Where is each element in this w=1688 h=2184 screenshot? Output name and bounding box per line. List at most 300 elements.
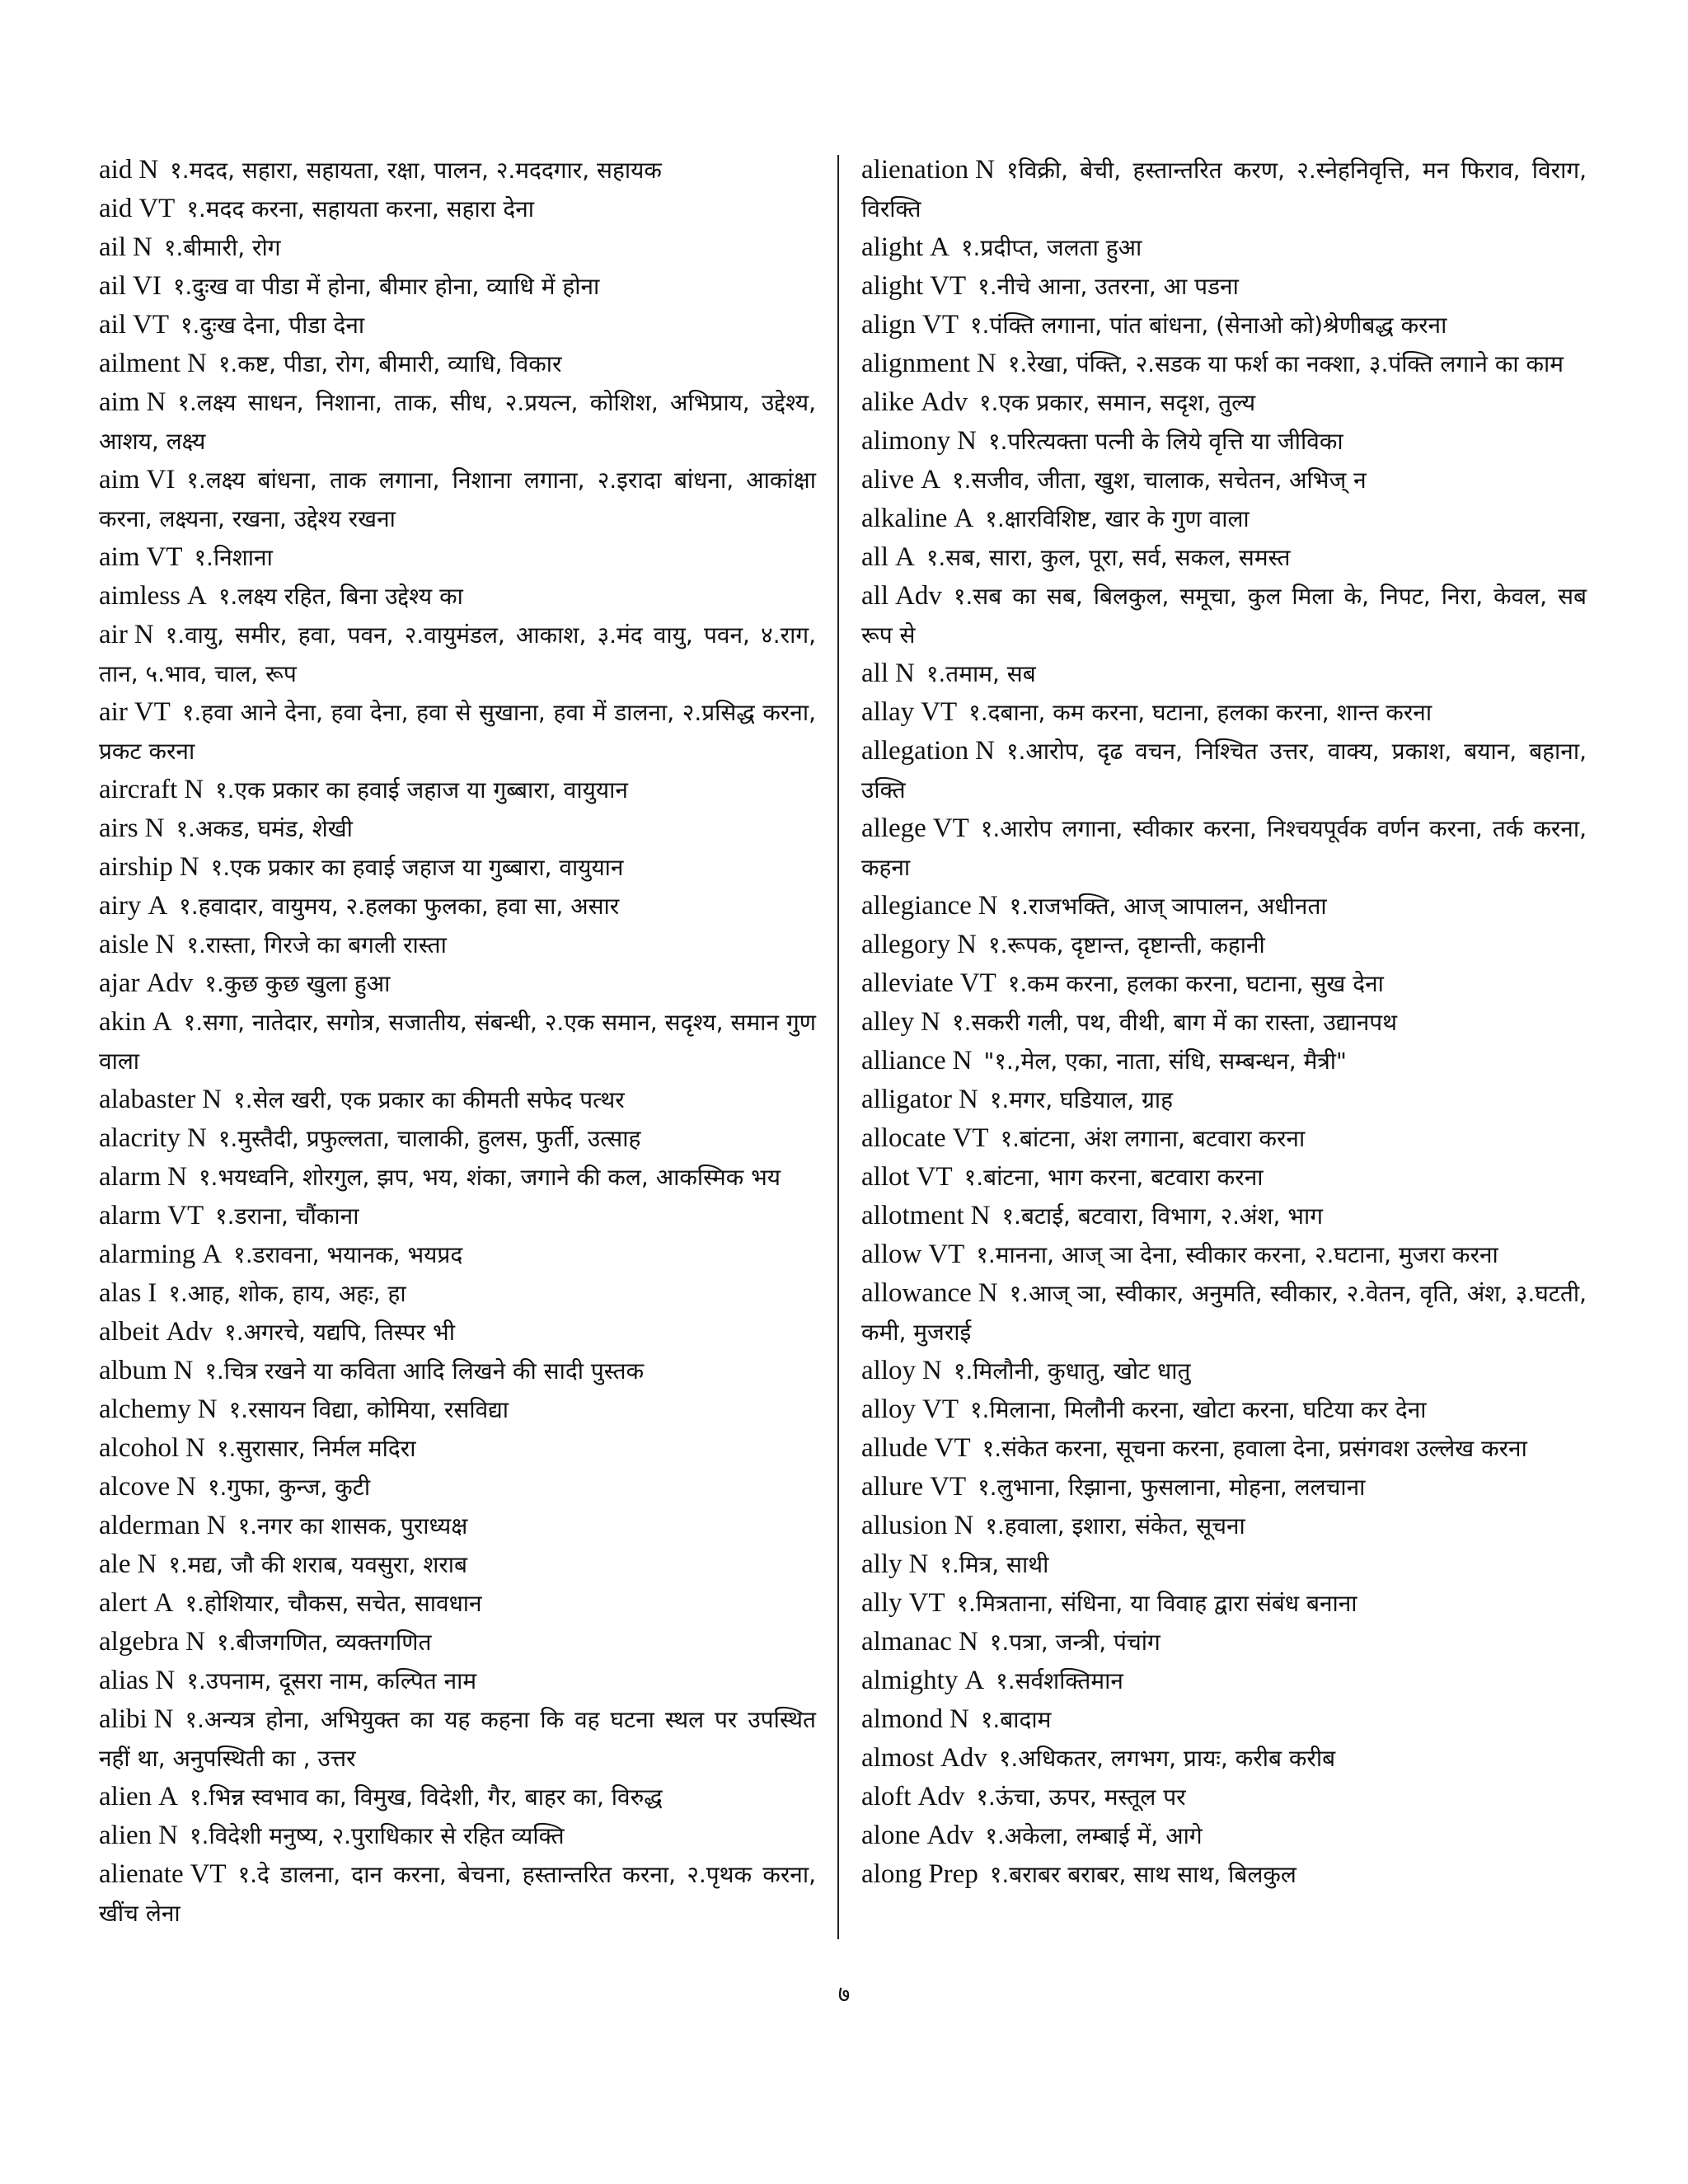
entry-definition: १.बीमारी, रोग <box>163 234 281 261</box>
entry-definition: १.दुःख देना, पीडा देना <box>180 312 365 339</box>
entry-headword: alert <box>99 1588 148 1618</box>
dictionary-entry <box>99 1545 816 1584</box>
entry-headword: alike <box>861 387 915 417</box>
entry-definition: १.नगर का शासक, पुराध्यक्ष <box>237 1512 468 1540</box>
entry-headword: allegiance <box>861 891 972 921</box>
entry-definition: १.बांटना, अंश लगाना, बटवारा करना <box>1000 1125 1306 1152</box>
entry-part-of-speech: N <box>144 813 165 843</box>
entry-headword: all <box>861 581 889 611</box>
entry-part-of-speech: N <box>134 620 154 649</box>
entry-definition: १.मगर, घडियाल, ग्राह <box>989 1086 1174 1113</box>
dictionary-entry <box>99 306 816 344</box>
entry-part-of-speech: Prep <box>928 1859 978 1889</box>
entry-headword: ajar <box>99 968 140 998</box>
entry-definition: १.मुस्तैदी, प्रफुल्लता, चालाकी, हुलस, फुर्ती, उत्साह <box>218 1125 641 1152</box>
entry-part-of-speech: N <box>952 1046 973 1076</box>
entry-headword: alley <box>861 1007 915 1037</box>
entry-headword: airs <box>99 813 138 843</box>
entry-headword: alloy <box>861 1356 916 1385</box>
dictionary-entry <box>861 344 1587 383</box>
entry-headword: alcove <box>99 1472 171 1502</box>
dictionary-entry <box>861 1042 1587 1080</box>
dictionary-entry <box>99 1584 816 1623</box>
entry-part-of-speech: N <box>146 387 166 417</box>
entry-definition: १.चित्र रखने या कविता आदि लिखने की सादी पुस्तक <box>204 1357 645 1385</box>
entry-part-of-speech: N <box>186 1123 207 1153</box>
dictionary-entry <box>861 383 1587 422</box>
entry-definition: १.डराना, चौंकाना <box>215 1202 359 1230</box>
dictionary-entry <box>99 1661 816 1700</box>
entry-definition: १.मदद करना, सहायता करना, सहारा देना <box>186 195 534 223</box>
entry-definition: १.रास्ता, गिरजे का बगली रास्ता <box>186 931 447 958</box>
entry-part-of-speech: A <box>186 581 207 611</box>
entry-part-of-speech: N <box>179 852 199 882</box>
dictionary-entry <box>861 1003 1587 1042</box>
entry-headword: alight <box>861 271 924 301</box>
entry-part-of-speech: VT <box>134 697 171 727</box>
entry-part-of-speech: A <box>964 1666 985 1695</box>
entry-headword: allegation <box>861 736 969 766</box>
entry-part-of-speech: N <box>186 349 207 378</box>
left-column <box>99 151 816 1933</box>
entry-definition: १.नीचे आना, उतरना, आ पडना <box>978 273 1239 300</box>
dictionary-entry <box>861 1584 1587 1623</box>
entry-definition: १.हवाला, इशारा, संकेत, सूचना <box>985 1512 1245 1540</box>
entry-headword: almanac <box>861 1627 952 1657</box>
entry-part-of-speech: VT <box>138 194 176 223</box>
entry-headword: alone <box>861 1821 921 1850</box>
entry-headword: ailment <box>99 349 181 378</box>
entry-part-of-speech: VT <box>921 310 959 340</box>
entry-headword: ale <box>99 1549 131 1579</box>
entry-part-of-speech: N <box>153 1704 174 1734</box>
dictionary-entry <box>99 228 816 267</box>
dictionary-entry <box>861 1739 1587 1778</box>
entry-headword: all <box>861 542 889 572</box>
entry-definition: १.रसायन विद्या, कोमिया, रसविद्या <box>228 1396 509 1423</box>
dictionary-entry <box>861 1507 1587 1545</box>
dictionary-entry <box>861 1158 1587 1197</box>
dictionary-entry <box>99 1313 816 1352</box>
entry-headword: alight <box>861 232 924 262</box>
entry-headword: align <box>861 310 916 340</box>
dictionary-entry <box>99 1507 816 1545</box>
dictionary-entry <box>99 538 816 577</box>
entry-headword: aircraft <box>99 775 178 804</box>
entry-part-of-speech: Adv <box>926 1821 974 1850</box>
dictionary-entry <box>99 1080 816 1119</box>
entry-headword: alcohol <box>99 1433 180 1463</box>
entry-headword: ail <box>99 232 126 262</box>
entry-definition: १.भयध्वनि, शोरगुल, झप, भय, शंका, जगाने की कल, आकस्मिक भय <box>198 1164 781 1191</box>
entry-headword: alligator <box>861 1085 952 1114</box>
entry-definition: १.लक्ष्य साधन, निशाना, ताक, सीध, २.प्रयत्न, कोशिश, अभिप्राय, उद्देश्य, आशय, लक्ष्य <box>99 389 816 455</box>
entry-part-of-speech: VT <box>952 1123 989 1153</box>
dictionary-entry <box>861 964 1587 1003</box>
entry-part-of-speech: N <box>155 1666 176 1695</box>
entry-part-of-speech: VT <box>916 1162 953 1192</box>
entry-headword: alienation <box>861 155 969 185</box>
dictionary-entry <box>861 1080 1587 1119</box>
entry-headword: aimless <box>99 581 181 611</box>
entry-part-of-speech: N <box>958 1627 978 1657</box>
entry-definition: १.हवादार, वायुमय, २.हलका फुलका, हवा सा, असार <box>179 893 620 920</box>
entry-part-of-speech: N <box>949 1704 969 1734</box>
entry-part-of-speech: VI <box>132 271 162 301</box>
dictionary-entry <box>861 693 1587 732</box>
entry-part-of-speech: N <box>197 1394 218 1424</box>
entry-definition: १.पत्रा, जन्त्री, पंचांग <box>989 1629 1160 1656</box>
page-number: ७ <box>837 1980 851 2008</box>
entry-headword: alias <box>99 1666 149 1695</box>
entry-definition: १.ऊंचा, ऊपर, मस्तूल पर <box>976 1783 1186 1811</box>
entry-definition: १.मानना, आज् ञा देना, स्वीकार करना, २.घटाना, मुजरा करना <box>976 1241 1498 1268</box>
dictionary-entry <box>861 1623 1587 1661</box>
dictionary-entry <box>861 577 1587 654</box>
entry-definition: १.मद्य, जौ की शराब, यवसुरा, शराब <box>168 1551 468 1578</box>
entry-definition: १.भिन्न स्वभाव का, विमुख, विदेशी, गैर, बाहर का, विरुद्ध <box>189 1783 663 1811</box>
entry-headword: alabaster <box>99 1085 196 1114</box>
entry-headword: alarm <box>99 1201 162 1230</box>
entry-headword: alibi <box>99 1704 148 1734</box>
entry-definition: १.सब का सब, बिलकुल, समूचा, कुल मिला के, निपट, निरा, केवल, सब रूप से <box>861 583 1587 649</box>
entry-part-of-speech: Adv <box>917 1782 965 1811</box>
entry-definition: १.विदेशी मनुष्य, २.पुराधिकार से रहित व्यक्ति <box>189 1822 565 1849</box>
dictionary-entry <box>99 926 816 964</box>
entry-part-of-speech: A <box>152 1007 172 1037</box>
entry-headword: allure <box>861 1472 924 1502</box>
entry-headword: alienate <box>99 1859 184 1889</box>
entry-part-of-speech: N <box>155 930 176 959</box>
dictionary-entry <box>861 887 1587 926</box>
entry-headword: aid <box>99 194 133 223</box>
entry-part-of-speech: VT <box>928 1240 965 1269</box>
entry-definition: १विक्री, बेची, हस्तान्तरित करण, २.स्नेहनिवृत्ति, मन फिराव, विराग, विरक्ति <box>861 157 1587 223</box>
dictionary-entry <box>861 461 1587 499</box>
entry-part-of-speech: N <box>138 155 159 185</box>
entry-part-of-speech: A <box>930 232 950 262</box>
entry-definition: १.अधिकतर, लगभग, प्रायः, करीब करीब <box>998 1745 1336 1772</box>
entry-part-of-speech: N <box>957 426 977 456</box>
dictionary-entry <box>861 1235 1587 1274</box>
dictionary-entry <box>99 887 816 926</box>
entry-part-of-speech: N <box>957 930 977 959</box>
dictionary-entry <box>99 383 816 461</box>
entry-part-of-speech: N <box>184 775 204 804</box>
entry-headword: allusion <box>861 1511 948 1540</box>
entry-part-of-speech: Adv <box>166 1317 213 1347</box>
entry-headword: alarming <box>99 1240 196 1269</box>
entry-headword: alleviate <box>861 968 954 998</box>
entry-headword: aim <box>99 542 140 572</box>
entry-definition: १.क्षारविशिष्ट, खार के गुण वाला <box>985 505 1250 532</box>
entry-definition: १.रूपक, दृष्टान्त, दृष्टान्ती, कहानी <box>987 931 1265 958</box>
dictionary-entry <box>861 732 1587 809</box>
entry-headword: almond <box>861 1704 943 1734</box>
entry-part-of-speech: A <box>202 1240 223 1269</box>
dictionary-entry <box>99 1197 816 1235</box>
entry-part-of-speech: VT <box>132 310 169 340</box>
entry-part-of-speech: N <box>978 1278 998 1308</box>
entry-definition: १.एक प्रकार का हवाई जहाज या गुब्बारा, वायुयान <box>210 854 624 881</box>
entry-headword: ail <box>99 271 126 301</box>
entry-definition: १.प्रदीप्त, जलता हुआ <box>961 234 1142 261</box>
entry-definition: १.अन्यत्र होना, अभियुक्त का यह कहना कि वह घटना स्थल पर उपस्थित नहीं था, अनुपस्थिती का , उत्तर <box>99 1706 816 1772</box>
entry-headword: allege <box>861 813 926 843</box>
entry-part-of-speech: N <box>976 349 996 378</box>
dictionary-entry <box>861 1545 1587 1584</box>
entry-headword: ally <box>861 1549 903 1579</box>
dictionary-entry <box>861 151 1587 228</box>
dictionary-entry <box>861 422 1587 461</box>
dictionary-entry <box>861 1352 1587 1390</box>
entry-headword: alliance <box>861 1046 946 1076</box>
entry-definition: १.तमाम, सब <box>926 660 1036 687</box>
entry-definition: १.सकरी गली, पथ, वीथी, बाग में का रास्ता, उद्यानपथ <box>951 1009 1398 1036</box>
entry-definition: १.आज् ञा, स्वीकार, अनुमति, स्वीकार, २.वेतन, वृति, अंश, ३.घटती, कमी, मुजराई <box>861 1280 1587 1346</box>
entry-headword: alkaline <box>861 504 948 533</box>
entry-part-of-speech: N <box>176 1472 196 1502</box>
entry-definition: १.मित्र, साथी <box>940 1551 1049 1578</box>
entry-part-of-speech: VT <box>932 813 969 843</box>
entry-definition: १.सब, सारा, कुल, पूरा, सर्व, सकल, समस्त <box>926 544 1291 571</box>
dictionary-entry <box>861 538 1587 577</box>
entry-part-of-speech: N <box>894 658 915 688</box>
entry-definition: १.होशियार, चौकस, सचेत, सावधान <box>185 1590 482 1617</box>
entry-definition: १.बांटना, भाग करना, बटवारा करना <box>964 1164 1264 1191</box>
entry-headword: allot <box>861 1162 910 1192</box>
dictionary-entry <box>99 1855 816 1933</box>
entry-definition: १.अकड, घमंड, शेखी <box>176 815 353 842</box>
entry-definition: १.बादाम <box>980 1706 1052 1733</box>
dictionary-entry <box>861 499 1587 538</box>
entry-headword: allocate <box>861 1123 946 1153</box>
entry-headword: algebra <box>99 1627 180 1657</box>
entry-definition: १.अगरचे, यद्यपि, तिस्पर भी <box>224 1319 455 1346</box>
entry-headword: akin <box>99 1007 146 1037</box>
entry-headword: alive <box>861 465 915 494</box>
entry-definition: १.परित्यक्ता पत्नी के लिये वृत्ति या जीविका <box>988 428 1343 455</box>
entry-definition: १.सेल खरी, एक प्रकार का कीमती सफेद पत्थर <box>233 1086 625 1113</box>
entry-part-of-speech: N <box>137 1549 157 1579</box>
entry-headword: alignment <box>861 349 970 378</box>
dictionary-entry <box>99 1235 816 1274</box>
entry-part-of-speech: VT <box>934 1433 971 1463</box>
dictionary-entry <box>861 1119 1587 1158</box>
dictionary-entry <box>861 1197 1587 1235</box>
entry-headword: allay <box>861 697 915 727</box>
entry-headword: airship <box>99 852 173 882</box>
entry-part-of-speech: N <box>206 1511 227 1540</box>
entry-part-of-speech: N <box>978 891 998 921</box>
entry-part-of-speech: N <box>921 1007 940 1037</box>
entry-definition: १.गुफा, कुन्ज, कुटी <box>207 1474 371 1501</box>
entry-part-of-speech: N <box>954 1511 974 1540</box>
entry-definition: १.निशाना <box>194 544 273 571</box>
entry-headword: allegory <box>861 930 951 959</box>
entry-part-of-speech: A <box>894 542 915 572</box>
entry-headword: alien <box>99 1782 152 1811</box>
entry-part-of-speech: A <box>158 1782 178 1811</box>
entry-definition: १.दबाना, कम करना, घटाना, हलका करना, शान्त करना <box>968 699 1432 726</box>
entry-part-of-speech: N <box>975 155 995 185</box>
entry-definition: १.कष्ट, पीडा, रोग, बीमारी, व्याधि, विकार <box>218 350 562 377</box>
entry-part-of-speech: VT <box>921 697 958 727</box>
dictionary-entry <box>99 693 816 771</box>
entry-definition: १.मिलौनी, कुधातु, खोट धातु <box>953 1357 1191 1385</box>
entry-definition: १.रेखा, पंक्ति, २.सडक या फर्श का नक्शा, ३.पंक्ति लगाने का काम <box>1007 350 1564 377</box>
dictionary-entry <box>99 267 816 306</box>
dictionary-entry <box>99 1274 816 1313</box>
dictionary-entry <box>99 461 816 538</box>
entry-definition: १.डरावना, भयानक, भयप्रद <box>233 1241 463 1268</box>
entry-headword: aid <box>99 155 133 185</box>
entry-part-of-speech: N <box>970 1201 991 1230</box>
dictionary-entry <box>861 809 1587 887</box>
entry-headword: all <box>861 658 889 688</box>
dictionary-entry <box>99 577 816 616</box>
dictionary-entry <box>861 1390 1587 1429</box>
entry-headword: aisle <box>99 930 149 959</box>
entry-definition: १.राजभक्ति, आज् ञापालन, अधीनता <box>1009 893 1327 920</box>
dictionary-entry <box>861 1274 1587 1352</box>
entry-part-of-speech: VT <box>921 1394 959 1424</box>
entry-definition: १.एक प्रकार का हवाई जहाज या गुब्बारा, वायुयान <box>215 776 628 804</box>
entry-part-of-speech: N <box>958 1085 978 1114</box>
entry-part-of-speech: VT <box>959 968 996 998</box>
dictionary-entry <box>99 1468 816 1507</box>
entry-part-of-speech: VT <box>908 1588 945 1618</box>
entry-definition: १.कुछ कुछ खुला हुआ <box>204 970 391 997</box>
dictionary-entry <box>99 1700 816 1778</box>
dictionary-entry <box>99 190 816 228</box>
entry-headword: air <box>99 697 128 727</box>
entry-headword: alchemy <box>99 1394 191 1424</box>
entry-headword: along <box>861 1859 922 1889</box>
entry-part-of-speech: A <box>148 891 168 921</box>
entry-headword: almighty <box>861 1666 959 1695</box>
entry-definition: १.लक्ष्य रहित, बिना उद्देश्य का <box>218 583 463 610</box>
dictionary-entry <box>861 228 1587 267</box>
entry-part-of-speech: VT <box>190 1859 227 1889</box>
entry-definition: १.सुरासार, निर्मल मदिरा <box>216 1435 416 1462</box>
entry-definition: १.एक प्रकार, समान, सदृश, तुल्य <box>978 389 1256 416</box>
entry-definition: १.सगा, नातेदार, सगोत्र, सजातीय, संबन्धी, २.एक समान, सदृश्य, समान गुण वाला <box>99 1009 816 1075</box>
entry-headword: album <box>99 1356 167 1385</box>
entry-headword: alarm <box>99 1162 162 1192</box>
entry-headword: airy <box>99 891 142 921</box>
entry-headword: allow <box>861 1240 922 1269</box>
entry-headword: albeit <box>99 1317 160 1347</box>
entry-part-of-speech: VT <box>930 271 967 301</box>
dictionary-entry <box>861 1855 1587 1894</box>
entry-definition: १.दुःख वा पीडा में होना, बीमार होना, व्याधि में होना <box>172 273 600 300</box>
entry-part-of-speech: I <box>148 1278 157 1308</box>
entry-part-of-speech: N <box>908 1549 929 1579</box>
entry-part-of-speech: Adv <box>894 581 942 611</box>
entry-part-of-speech: N <box>202 1085 223 1114</box>
entry-definition: १.मित्रताना, संधिना, या विवाह द्वारा संबंध बनाना <box>956 1590 1357 1617</box>
entry-headword: almost <box>861 1743 934 1773</box>
entry-definition: १.मदद, सहारा, सहायता, रक्षा, पालन, २.मददगार, सहायक <box>170 157 662 184</box>
entry-part-of-speech: N <box>167 1162 187 1192</box>
entry-part-of-speech: Adv <box>921 387 968 417</box>
entry-headword: ally <box>861 1588 903 1618</box>
entry-part-of-speech: N <box>173 1356 194 1385</box>
dictionary-entry <box>861 1661 1587 1700</box>
entry-definition: १.दे डालना, दान करना, बेचना, हस्तान्तरित करना, २.पृथक करना, खींच लेना <box>99 1861 816 1927</box>
entry-definition: १.कम करना, हलका करना, घटाना, सुख देना <box>1007 970 1384 997</box>
entry-part-of-speech: A <box>921 465 940 494</box>
entry-headword: alas <box>99 1278 142 1308</box>
dictionary-entry <box>861 654 1587 693</box>
entry-headword: allowance <box>861 1278 972 1308</box>
entry-headword: alimony <box>861 426 951 456</box>
entry-part-of-speech: VT <box>930 1472 967 1502</box>
entry-headword: aloft <box>861 1782 912 1811</box>
entry-definition: १.लुभाना, रिझाना, फुसलाना, मोहना, ललचाना <box>978 1474 1366 1501</box>
dictionary-entry <box>99 616 816 693</box>
dictionary-entry <box>861 1468 1587 1507</box>
dictionary-entry <box>99 1390 816 1429</box>
entry-part-of-speech: Adv <box>146 968 194 998</box>
entry-definition: १.आरोप लगाना, स्वीकार करना, निश्चयपूर्वक वर्णन करना, तर्क करना, कहना <box>861 815 1587 881</box>
dictionary-entry <box>861 306 1587 344</box>
entry-part-of-speech: N <box>185 1627 205 1657</box>
dictionary-entry <box>861 1778 1587 1816</box>
entry-headword: alloy <box>861 1394 916 1424</box>
entry-headword: alien <box>99 1821 152 1850</box>
entry-part-of-speech: A <box>954 504 974 533</box>
dictionary-entry <box>99 1623 816 1661</box>
entry-definition: १.अकेला, लम्बाई में, आगे <box>985 1822 1203 1849</box>
entry-part-of-speech: N <box>921 1356 942 1385</box>
entry-part-of-speech: N <box>975 736 995 766</box>
entry-headword: allotment <box>861 1201 964 1230</box>
entry-part-of-speech: A <box>153 1588 174 1618</box>
entry-definition: १.सर्वशक्तिमान <box>996 1667 1123 1694</box>
entry-part-of-speech: N <box>132 232 152 262</box>
dictionary-entry <box>861 1429 1587 1468</box>
entry-part-of-speech: VT <box>167 1201 204 1230</box>
entry-part-of-speech: Adv <box>940 1743 987 1773</box>
dictionary-entry <box>99 151 816 190</box>
dictionary-entry <box>99 1003 816 1080</box>
dictionary-entry <box>99 964 816 1003</box>
dictionary-entry <box>861 267 1587 306</box>
entry-definition: १.बीजगणित, व्यक्तगणित <box>216 1629 432 1656</box>
dictionary-entry <box>99 771 816 809</box>
entry-headword: allude <box>861 1433 928 1463</box>
dictionary-entry <box>861 1700 1587 1739</box>
dictionary-entry <box>99 1352 816 1390</box>
entry-headword: air <box>99 620 128 649</box>
dictionary-entry <box>99 1778 816 1816</box>
column-divider <box>837 155 839 1939</box>
entry-definition: १.संकेत करना, सूचना करना, हवाला देना, प्रसंगवश उल्लेख करना <box>982 1435 1527 1462</box>
dictionary-entry <box>99 1429 816 1468</box>
entry-definition: १.उपनाम, दूसरा नाम, कल्पित नाम <box>186 1667 477 1694</box>
entry-definition: १.सजीव, जीता, खुश, चालाक, सचेतन, अभिज् न <box>951 466 1367 494</box>
entry-definition: १.पंक्ति लगाना, पांत बांधना, (सेनाओ को)श्रेणीबद्ध करना <box>969 312 1447 339</box>
entry-definition: १.मिलाना, मिलौनी करना, खोटा करना, घटिया कर देना <box>969 1396 1427 1423</box>
entry-part-of-speech: N <box>158 1821 178 1850</box>
dictionary-entry <box>99 344 816 383</box>
right-column <box>861 151 1587 1894</box>
dictionary-entry <box>99 1158 816 1197</box>
dictionary-entry <box>99 809 816 848</box>
entry-part-of-speech: VI <box>146 465 176 494</box>
